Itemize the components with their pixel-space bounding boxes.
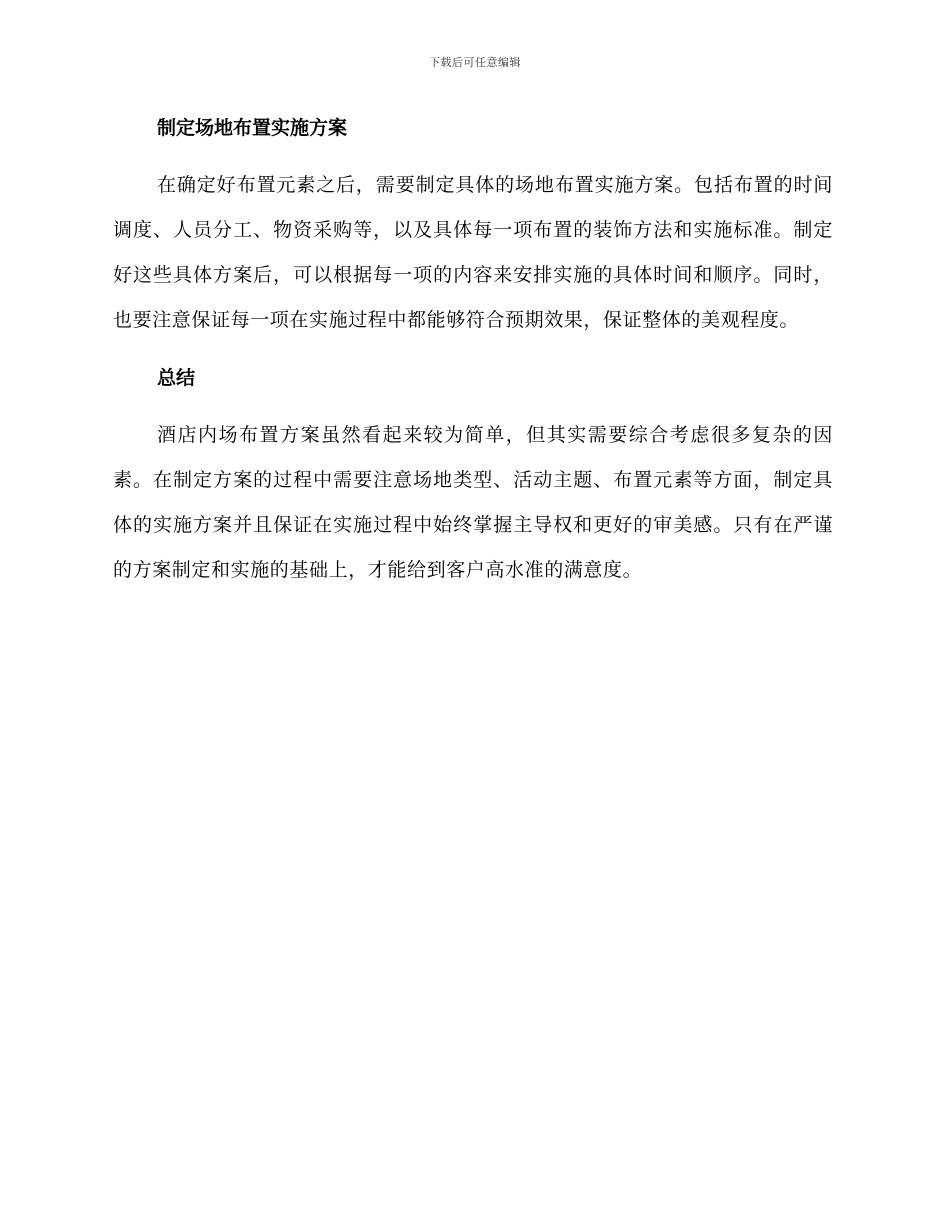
section-heading-summary: 总结: [157, 367, 196, 389]
page-header: 下载后可任意编辑: [429, 56, 521, 69]
document-body: [113, 112, 833, 612]
section-heading-implementation-plan: 制定场地布置实施方案: [157, 117, 348, 139]
paragraph-summary: 酒店内场布置方案虽然看起来较为简单，但其实需要综合考虑很多复杂的因素。在制定方案的过程中需要注意场地类型、活动主题、布置元素等方面，制定具体的实施方案并且保证在实施过程中始终掌握主导权和更好的审美感。只有在严谨的方案制定和实施的基础上，才能给到客户高水准的满意度。: [113, 424, 833, 581]
paragraph-implementation-plan: 在确定好布置元素之后，需要制定具体的场地布置实施方案。包括布置的时间调度、人员分工、物资采购等，以及具体每一项布置的装饰方法和实施标准。制定好这些具体方案后，可以根据每一项的内容来安排实施的具体时间和顺序。同时，也要注意保证每一项在实施过程中都能够符合预期效果，保证整体的美观程度。: [113, 174, 833, 331]
